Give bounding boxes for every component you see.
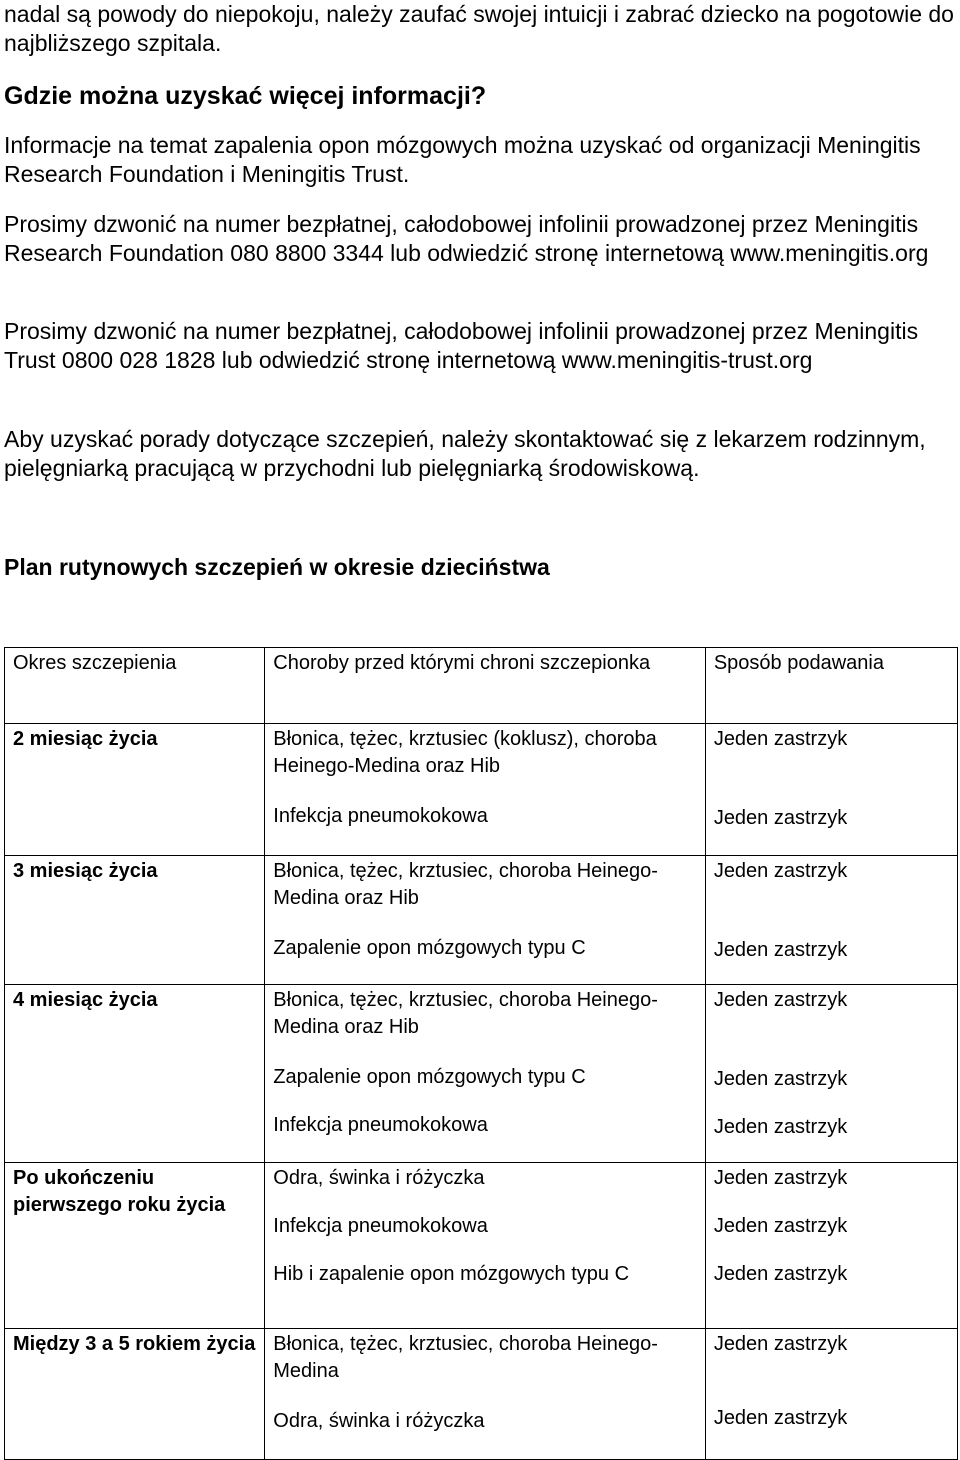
row-diseases xyxy=(265,724,706,856)
disease-entry: Odra, świnka i różyczka xyxy=(273,1167,485,1189)
row-methods xyxy=(705,856,957,985)
disease-entry: Błonica, tężec, krztusiec, choroba Heinego-Medina oraz Hib xyxy=(273,989,658,1038)
table-row xyxy=(5,724,958,856)
method-entry: Jeden zastrzyk xyxy=(713,1215,848,1237)
paragraph-organizations: Informacje na temat zapalenia opon mózgowych można uzyskać od organizacji Meningitis Research Foundation i Meningitis Trust. xyxy=(4,132,921,187)
vaccination-schedule-table xyxy=(4,647,958,1460)
method-entry: Jeden zastrzyk xyxy=(713,1167,848,1189)
method-entry: Jeden zastrzyk xyxy=(713,1407,848,1429)
header-method: Sposób podawania xyxy=(705,648,957,724)
method-entry: Jeden zastrzyk xyxy=(713,989,848,1011)
method-entry: Jeden zastrzyk xyxy=(713,1116,848,1138)
disease-entry: Zapalenie opon mózgowych typu C xyxy=(273,937,586,959)
header-period: Okres szczepienia xyxy=(5,648,265,724)
paragraph-hospital-advice: nadal są powody do niepokoju, należy zaufać swojej intuicji i zabrać dziecko na pogotowie do najbliższego szpitala. xyxy=(4,1,954,56)
row-diseases xyxy=(265,856,706,985)
row-diseases xyxy=(265,985,706,1163)
row-diseases xyxy=(265,1163,706,1329)
disease-entry: Infekcja pneumokokowa xyxy=(273,1215,488,1237)
row-methods xyxy=(705,985,957,1163)
table-row xyxy=(5,985,958,1163)
row-period: Po ukończeniu pierwszego roku życia xyxy=(5,1163,265,1329)
row-period: Między 3 a 5 rokiem życia xyxy=(5,1329,265,1460)
method-entry: Jeden zastrzyk xyxy=(713,1068,848,1090)
method-entry: Jeden zastrzyk xyxy=(713,939,848,961)
paragraph-trust-helpline: Prosimy dzwonić na numer bezpłatnej, całodobowej infolinii prowadzonej przez Meningitis Trust 0800 028 1828 lub odwiedzić stronę internetową www.meningitis-trust.org xyxy=(4,318,919,373)
disease-entry: Błonica, tężec, krztusiec, choroba Heinego-Medina oraz Hib xyxy=(273,860,658,909)
table-row xyxy=(5,1163,958,1329)
paragraph-mrf-helpline: Prosimy dzwonić na numer bezpłatnej, całodobowej infolinii prowadzonej przez Meningitis Research Foundation 080 8800 3344 lub odwiedzić stronę internetową www.meningitis.org xyxy=(4,211,929,266)
row-methods xyxy=(705,724,957,856)
method-entry: Jeden zastrzyk xyxy=(713,728,848,750)
disease-entry: Odra, świnka i różyczka xyxy=(273,1410,485,1432)
method-entry: Jeden zastrzyk xyxy=(713,807,848,829)
paragraph-vaccination-advice: Aby uzyskać porady dotyczące szczepień, należy skontaktować się z lekarzem rodzinnym, pielęgniarką pracującą w przychodni lub pielęgniarką środowiskową. xyxy=(4,426,926,481)
method-entry: Jeden zastrzyk xyxy=(713,860,848,882)
heading-more-information: Gdzie można uzyskać więcej informacji? xyxy=(4,82,487,110)
method-entry: Jeden zastrzyk xyxy=(713,1263,848,1285)
disease-entry: Błonica, tężec, krztusiec (koklusz), choroba Heinego-Medina oraz Hib xyxy=(273,728,657,777)
heading-vaccination-plan: Plan rutynowych szczepień w okresie dzieciństwa xyxy=(4,554,550,580)
disease-entry: Infekcja pneumokokowa xyxy=(273,1114,488,1136)
disease-entry: Zapalenie opon mózgowych typu C xyxy=(273,1066,586,1088)
table-row xyxy=(5,856,958,985)
row-period: 2 miesiąc życia xyxy=(5,724,265,856)
row-period: 3 miesiąc życia xyxy=(5,856,265,985)
row-diseases xyxy=(265,1329,706,1460)
row-methods xyxy=(705,1329,957,1460)
table-row xyxy=(5,1329,958,1460)
disease-entry: Infekcja pneumokokowa xyxy=(273,805,488,827)
method-entry: Jeden zastrzyk xyxy=(713,1333,848,1355)
disease-entry: Błonica, tężec, krztusiec, choroba Heinego-Medina xyxy=(273,1333,658,1382)
row-methods xyxy=(705,1163,957,1329)
disease-entry: Hib i zapalenie opon mózgowych typu C xyxy=(273,1263,630,1285)
header-diseases: Choroby przed którymi chroni szczepionka xyxy=(265,648,706,724)
table-header-row xyxy=(5,648,958,724)
row-period: 4 miesiąc życia xyxy=(5,985,265,1163)
